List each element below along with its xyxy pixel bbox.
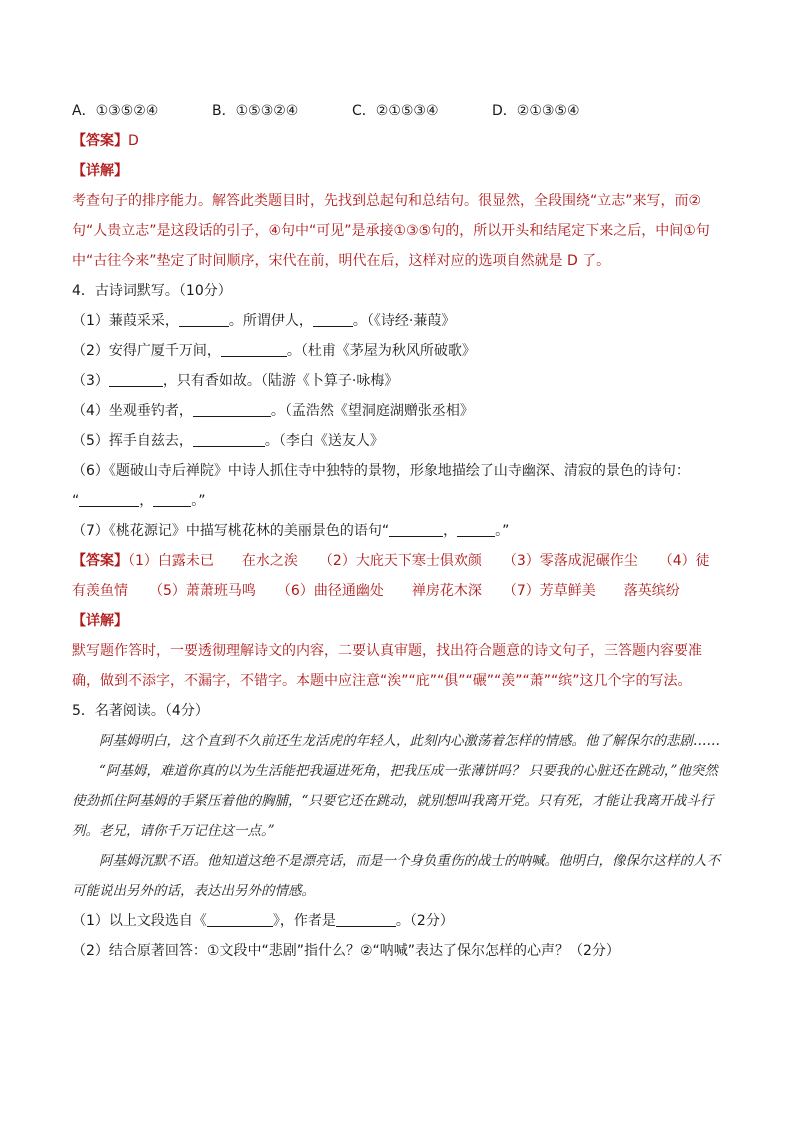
excerpt-paragraph-2: “阿基姆，难道你真的以为生活能把我逼进死角，把我压成一张薄饼吗？ 只要我的心脏还在跳动，”他突然使劲抓住阿基姆的手紧压着他的胸脯，“只要它还在跳动，就别想叫我离开党。只有死，才能让我离开战斗行列。老兄，请你千万记住这一点。” [72,763,718,839]
item-text: 。” [191,493,206,509]
item-text: ， [139,493,154,509]
q4-detail-tag: 【详解】 [72,613,128,629]
q4-item-2 [72,336,722,366]
exam-page [72,96,722,966]
item-text: （4）坐观垂钓者， [72,403,193,419]
item-text: （1）以上文段选自《 [72,913,207,929]
answer-blank [179,312,229,327]
item-text: （6）《题破山寺后禅院》中诗人抓住寺中独特的景物，形象地描绘了山寺幽深、清寂的景色的诗句： [72,463,690,479]
item-text: （5）挥手自兹去， [72,433,193,449]
answer-blank [221,342,287,357]
option-d: D．②①③⑤④ [492,103,580,119]
answer-text: （1）白露未已 在水之涘 （2）大庇天下寒士俱欢颜 （3）零落成泥碾作尘 （4）徒 [128,553,710,569]
answer-tag: 【答案】 [72,553,128,569]
q4-item-1 [72,306,722,336]
item-text: ，只有香如故。（陆游《卜算子·咏梅》 [162,373,399,389]
answer-blank [389,522,443,537]
q4-item-4 [72,396,722,426]
option-c: C．②①⑤③④ [352,103,439,119]
answer-blank [207,912,273,927]
answer-blank [457,522,495,537]
q3-explanation: 考查句子的排序能力。解答此类题目时，先找到总起句和总结句。很显然，全段围绕“立志”来写，而②句“人贵立志”是这段话的引子，④句中“可见”是承接①③⑤句的，所以开头和结尾定下来之后，中间①句中“古往今来”垫定了时间顺序，宋代在前，明代在后，这样对应的选项自然就是 D 了。 [72,193,710,269]
item-text: （7）《桃花源记》中描写桃花林的美丽景色的语句“ [72,523,390,539]
item-text: ， [443,523,458,539]
q4-item-6 [72,456,722,516]
item-text: （2）安得广厦千万间， [72,343,221,359]
q4-answer-line-1 [72,546,722,576]
answer-blank [109,372,163,387]
choice-options [72,96,722,126]
q5-title: 5．名著阅读。（4分） [72,703,209,719]
q4-item-7 [72,516,722,546]
item-text: （3） [72,373,109,389]
excerpt-paragraph-3: 阿基姆沉默不语。他知道这绝不是漂亮话，而是一个身负重伤的战士的呐喊。他明白，像保尔这样的人不可能说出另外的话，表达出另外的情感。 [72,853,720,899]
q4-answer-line-2: 有羡鱼情 （5）萧萧班马鸣 （6）曲径通幽处 禅房花木深 （7）芳草鲜美 落英缤纷 [72,583,680,599]
option-b: B．①⑤③②④ [212,103,299,119]
item-text: 。（《诗经·蒹葭》 [352,313,456,329]
answer-blank [153,492,191,507]
option-a: A．①③⑤②④ [72,103,159,119]
item-text: （1）蒹葭采采， [72,313,179,329]
item-text: 。” [495,523,510,539]
answer-value: D [128,133,139,149]
item-text: 》，作者是 [272,913,336,929]
q4-explanation: 默写题作答时，一要透彻理解诗文的内容，二要认真审题，找出符合题意的诗文句子，三答题内容要准确，做到不添字，不漏字，不错字。本题中应注意“涘”“庇”“俱”“碾”“羡”“萧”“缤”这几个字的写法。 [72,643,702,689]
item-text: 。（杜甫《茅屋为秋风所破歌》 [286,343,476,359]
item-text: 。（李白《送友人》 [264,433,384,449]
item-text: 。所谓伊人， [228,313,313,329]
answer-blank [193,432,265,447]
q5-sub-question-2: （2）结合原著回答：①文段中“悲剧”指什么？②“呐喊”表达了保尔怎样的心声？（2分） [72,943,620,959]
answer-blank [313,312,353,327]
item-text: 。（2分） [395,913,454,929]
q3-answer [72,126,722,156]
answer-blank [336,912,396,927]
item-text: 。（孟浩然《望洞庭湖赠张丞相》 [270,403,474,419]
q4-item-3 [72,366,722,396]
answer-tag: 【答案】 [72,133,128,149]
answer-blank [193,402,271,417]
excerpt-paragraph-1: 阿基姆明白，这个直到不久前还生龙活虎的年轻人，此刻内心激荡着怎样的情感。他了解保尔的悲剧…… [99,733,720,749]
answer-blank [79,492,139,507]
item-text: “ [72,493,80,509]
q3-detail-tag: 【详解】 [72,163,128,179]
q5-sub-question-1 [72,906,722,936]
q4-title: 4．古诗词默写。（10分） [72,283,232,299]
q4-item-5 [72,426,722,456]
